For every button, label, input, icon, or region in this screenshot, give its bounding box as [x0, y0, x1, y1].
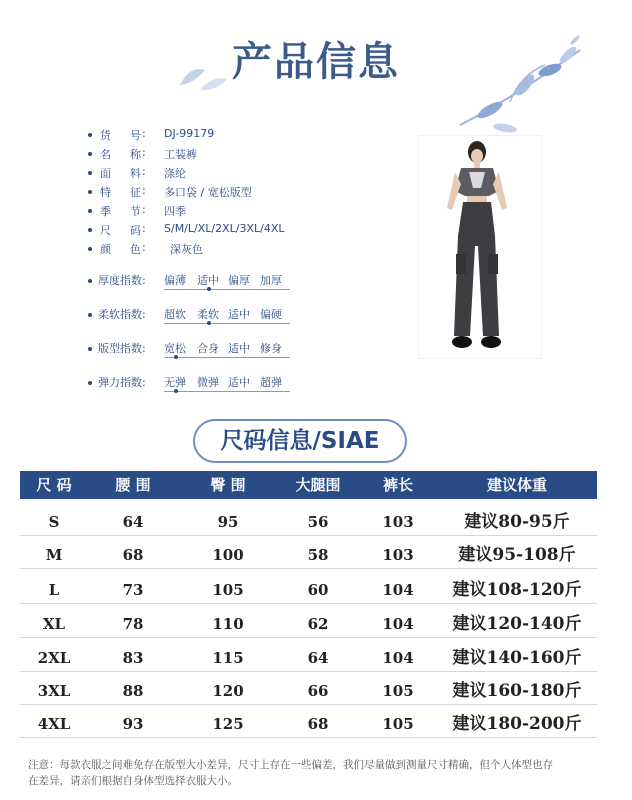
spec-value: S/M/L/XL/2XL/3XL/4XL — [164, 222, 285, 235]
table-row: M 68 100 58 103 建议95-108斤 — [20, 542, 597, 569]
bullet-icon — [88, 381, 92, 385]
page-title: 产品信息 — [232, 39, 400, 85]
bullet-icon — [88, 152, 92, 156]
col-header: 腰 围 — [115, 476, 151, 494]
bullet-icon — [88, 247, 92, 251]
bullet-icon — [88, 279, 92, 283]
scale-line — [164, 323, 290, 324]
thickness-scale: 厚度指数: 偏薄 适中 偏厚 加厚 — [88, 272, 308, 302]
bullet-icon — [88, 190, 92, 194]
bullet-icon — [88, 313, 92, 317]
scale-marker — [207, 321, 211, 325]
col-header: 建议体重 — [486, 476, 548, 494]
softness-scale: 柔软指数: 超软 柔软 适中 偏硬 — [88, 306, 308, 336]
product-photo — [418, 135, 542, 359]
bullet-icon — [88, 133, 92, 137]
branch-decoration-icon — [450, 30, 590, 140]
bullet-icon — [88, 347, 92, 351]
table-row: 4XL 93 125 68 105 建议180-200斤 — [20, 711, 597, 738]
col-header: 大腿围 — [295, 476, 341, 494]
elasticity-scale: 弹力指数: 无弹 微弹 适中 超弹 — [88, 374, 308, 404]
spec-value: 多口袋 / 宽松版型 — [164, 186, 252, 199]
fit-scale: 版型指数: 宽松 合身 适中 修身 — [88, 340, 308, 370]
scale-marker — [174, 389, 178, 393]
table-row: S 64 95 56 103 建议80-95斤 — [20, 509, 597, 536]
disclaimer-note: 注意：每款衣服之间难免存在版型大小差异，尺寸上存在一些偏差，我们尽量做到测量尺寸精确，但个人体型也存 在差异，请亲们根据自身体型选择衣服大小。 — [28, 759, 553, 787]
spec-value: 涤纶 — [164, 167, 186, 180]
col-header: 尺 码 — [36, 476, 72, 494]
size-table-header — [20, 471, 597, 499]
scale-line — [164, 357, 290, 358]
size-info-badge: 尺码信息/SIAE — [193, 419, 407, 463]
spec-value: 深灰色 — [170, 243, 203, 256]
spec-value: 工装裤 — [164, 148, 197, 161]
bullet-icon — [88, 209, 92, 213]
bullet-icon — [88, 228, 92, 232]
table-row: 2XL 83 115 64 104 建议140-160斤 — [20, 645, 597, 672]
table-row: XL 78 110 62 104 建议120-140斤 — [20, 611, 597, 638]
table-row: 3XL 88 120 66 105 建议160-180斤 — [20, 678, 597, 705]
scale-marker — [207, 287, 211, 291]
leaf-decoration-icon — [175, 55, 235, 95]
spec-value: DJ-99179 — [164, 127, 215, 140]
table-row: L 73 105 60 104 建议108-120斤 — [20, 577, 597, 604]
scale-marker — [174, 355, 178, 359]
bullet-icon — [88, 171, 92, 175]
col-header: 臀 围 — [210, 476, 246, 494]
col-header: 裤长 — [382, 476, 414, 494]
scale-line — [164, 391, 290, 392]
scale-line — [164, 289, 290, 290]
spec-value: 四季 — [164, 205, 186, 218]
